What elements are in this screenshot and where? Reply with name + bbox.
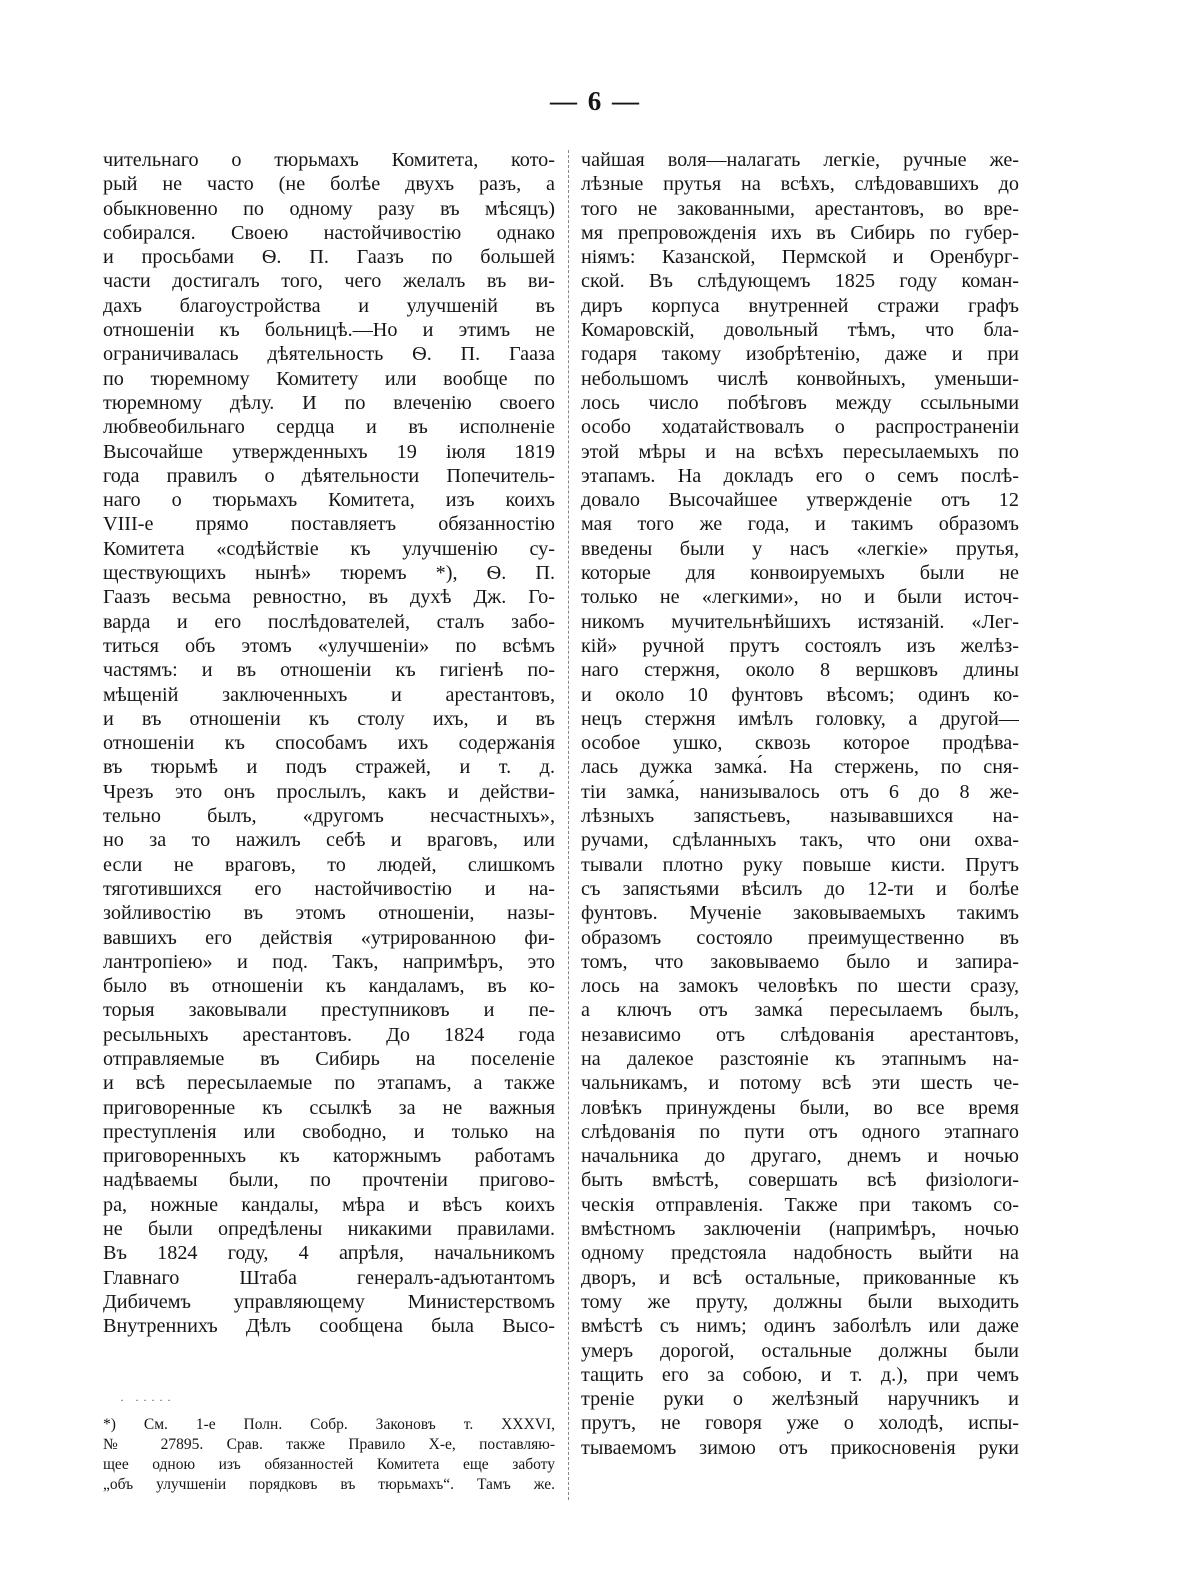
text-line: тюремному дѣлу. И по влеченію своего [103,391,555,414]
text-line: а ключъ отъ замка́ пересылаемъ былъ, [581,999,1019,1022]
left-text-column [103,148,555,1339]
text-line: щее одною изъ обязанностей Комитета еще заботу [103,1456,555,1473]
text-line: *) См. 1-е Полн. Собр. Законовъ т. XXXVI, [103,1416,555,1433]
text-line: дворъ, и всѣ остальные, прикованные къ [581,1266,1019,1289]
text-line: особое ушко, сквозь которое продѣва- [581,732,1019,755]
text-line: прутъ, не говоря уже о холодѣ, испы- [581,1412,1019,1435]
text-line: чайшая воля—налагать легкіе, ручные же- [581,149,1019,171]
text-line: вавшихъ его действія «утрированною фи- [103,926,555,949]
column-divider [568,150,570,1500]
text-line: независимо отъ слѣдованія арестантовъ, [581,1023,1019,1046]
text-line: вмѣстѣ съ нимъ; одинъ заболѣлъ или даже [581,1315,1019,1338]
text-line: тельно былъ, «другомъ несчастныхъ», [103,805,555,828]
text-line: и около 10 фунтовъ вѣсомъ; одинъ ко- [581,683,1019,706]
text-line: преступленія или свободно, и только на [103,1120,555,1143]
text-line: тывали плотно руку повыше кисти. Прутъ [581,853,1019,876]
text-line: мя препровожденія ихъ въ Сибирь по губер- [581,221,1019,244]
text-line: ручами, сдѣланныхъ такъ, что они охва- [581,829,1019,852]
text-line: лантропіею» и под. Такъ, напримѣръ, это [103,950,555,973]
text-line: слѣдованія по пути отъ одного этапнаго [581,1120,1019,1143]
text-line: Гаазъ весьма ревностно, въ духѣ Дж. Го- [103,586,555,609]
text-line: частямъ: и въ отношеніи къ гигіенѣ по- [103,659,555,682]
text-line: торыя заковывали преступниковъ и пе- [103,999,555,1022]
text-line: зойливостію въ этомъ отношеніи, назы- [103,902,555,925]
text-line: довало Высочайшее утвержденіе отъ 12 [581,489,1019,512]
text-line: ніямъ: Казанской, Пермской и Оренбург- [581,246,1019,269]
text-line: не были опредѣлены никакими правилами. [103,1218,555,1241]
text-line: ресыльныхъ арестантовъ. До 1824 года [103,1023,555,1046]
text-line: Дибичемъ управляющему Министерствомъ [103,1290,555,1313]
text-line: этой мѣры и на всѣхъ пересылаемыхъ по [581,440,1019,463]
text-line: Комаровскій, довольный тѣмъ, что бла- [581,319,1019,342]
text-line: введены были у насъ «легкіе» прутья, [581,537,1019,560]
text-line: VIII-е прямо поставляетъ обязанностію [103,513,555,536]
text-line: отношеніи къ больницѣ.—Но и этимъ не [103,319,555,342]
text-line: образомъ состояло преимущественно въ [581,926,1019,949]
text-line: части достигалъ того, чего желалъ въ ви- [103,270,555,293]
text-line: ской. Въ слѣдующемъ 1825 году коман- [581,270,1019,293]
text-line: было въ отношеніи къ кандаламъ, въ ко- [103,975,555,998]
text-line: тащить его за собою, и т. д.), при чемъ [581,1363,1019,1386]
text-line: тіи замка́, нанизывалось отъ 6 до 8 же- [581,780,1019,803]
text-line: умеръ дорогой, остальные должны были [581,1339,1019,1362]
text-line: въ тюрьмѣ и подъ стражей, и т. д. [103,756,555,779]
text-line: Въ 1824 году, 4 апрѣля, начальникомъ [103,1242,555,1265]
text-line: если не враговъ, то людей, слишкомъ [103,853,555,876]
text-line: только не «легкими», но и были источ- [581,586,1019,609]
text-line: ществующихъ нынѣ» тюремъ *), Ѳ. П. [103,562,555,585]
text-line: мѣщеній заключенныхъ и арестантовъ, [103,683,555,706]
text-line: этапамъ. На докладъ его о семъ послѣ- [581,464,1019,487]
text-line: приговоренныхъ къ каторжнымъ работамъ [103,1145,555,1168]
text-line: Высочайше утвержденныхъ 19 іюля 1819 [103,440,555,463]
text-line: надѣваемы были, по прочтеніи пригово- [103,1169,555,1192]
text-line: но за то нажилъ себѣ и враговъ, или [103,829,555,852]
text-line: тываемомъ зимою отъ прикосновенія руки [581,1436,1019,1459]
text-line: особо ходатайствовалъ о распространеніи [581,416,1019,439]
text-line: съ запястьями вѣсилъ до 12-ти и болѣе [581,877,1019,900]
text-line: небольшомъ числѣ конвойныхъ, уменьши- [581,367,1019,390]
text-line: „объ улучшеніи порядковъ въ тюрьмахъ“. Тамъ же. [103,1476,555,1493]
text-line: начальника до другаго, днемъ и ночью [581,1145,1019,1168]
footnote-separator: · ····· [120,1393,175,1407]
text-line: мая того же года, и такимъ образомъ [581,513,1019,536]
text-line: ловѣкъ принуждены были, во все время [581,1096,1019,1119]
text-line: лѣзные прутья на всѣхъ, слѣдовавшихъ до [581,173,1019,196]
text-line: Чрезъ это онъ прослылъ, какъ и действи- [103,780,555,803]
text-line: обыкновенно по одному разу въ мѣсяцъ) [103,197,555,220]
text-line: тому же пруту, должны были выходить [581,1290,1019,1313]
text-line: ра, ножные кандалы, мѣра и вѣсъ коихъ [103,1193,555,1216]
text-line: ограничивалась дѣятельность Ѳ. П. Гааза [103,343,555,366]
text-line: дахъ благоустройства и улучшеній въ [103,294,555,317]
text-line: отправляемые въ Сибирь на поселеніе [103,1047,555,1070]
footnote [103,1415,555,1495]
text-line: чительнаго о тюрьмахъ Комитета, кото- [103,149,555,171]
text-line: и въ отношеніи къ столу ихъ, и въ [103,707,555,730]
text-line: кій» ручной прутъ состоялъ изъ желѣз- [581,634,1019,657]
text-line: титься объ этомъ «улучшеніи» по всѣмъ [103,634,555,657]
text-line: приговоренные къ ссылкѣ за не важныя [103,1096,555,1119]
text-line: наго о тюрьмахъ Комитета, изъ коихъ [103,489,555,512]
text-line: которые для конвоируемыхъ были не [581,562,1019,585]
text-line: лось число побѣговъ между ссыльными [581,391,1019,414]
text-line: вмѣстномъ заключеніи (напримѣръ, ночью [581,1218,1019,1241]
text-line: чальникамъ, и потому всѣ эти шесть че- [581,1072,1019,1095]
text-line: ческія отправленія. Также при такомъ со- [581,1193,1019,1216]
right-text-column [581,148,1019,1460]
text-line: никомъ мучительнѣйшихъ истязаній. «Лег- [581,610,1019,633]
text-line: тяготившихся его настойчивостію и на- [103,877,555,900]
text-line: лась дужка замка́. На стержень, по сня- [581,756,1019,779]
text-line: на далекое разстояніе къ этапнымъ на- [581,1047,1019,1070]
text-line: томъ, что заковываемо было и запира- [581,950,1019,973]
text-line: № 27895. Срав. также Правило X-е, поставляю- [103,1436,555,1453]
text-line: любвеобильнаго сердца и въ исполненіе [103,416,555,439]
text-line: и всѣ пересылаемые по этапамъ, а также [103,1072,555,1095]
text-line: диръ корпуса внутренней стражи графъ [581,294,1019,317]
text-line: года правилъ о дѣятельности Попечитель- [103,464,555,487]
text-line: того не закованными, арестантовъ, во вре- [581,197,1019,220]
page-number: — 6 — [550,86,641,116]
text-line: фунтовъ. Мученіе заковываемыхъ такимъ [581,902,1019,925]
text-line: Главнаго Штаба генералъ-адъютантомъ [103,1266,555,1289]
text-line: Внутреннихъ Дѣлъ сообщена была Высо- [103,1315,555,1338]
text-line: рый не часто (не болѣе двухъ разъ, а [103,173,555,196]
text-line: по тюремному Комитету или вообще по [103,367,555,390]
text-line: Комитета «содѣйствіе къ улучшенію су- [103,537,555,560]
text-line: отношеніи къ способамъ ихъ содержанія [103,732,555,755]
text-line: и просьбами Ѳ. П. Гаазъ по большей [103,246,555,269]
text-line: собирался. Своею настойчивостію однако [103,221,555,244]
text-line: варда и его послѣдователей, сталъ забо- [103,610,555,633]
text-line: треніе руки о желѣзный наручникъ и [581,1388,1019,1411]
text-line: лѣзныхъ запястьевъ, называвшихся на- [581,805,1019,828]
text-line: нецъ стержня имѣлъ головку, а другой— [581,707,1019,730]
text-line: одному предстояла надобность выйти на [581,1242,1019,1265]
text-line: лось на замокъ человѣкъ по шести сразу, [581,975,1019,998]
text-line: быть вмѣстѣ, совершать всѣ физіологи- [581,1169,1019,1192]
text-line: наго стержня, около 8 вершковъ длины [581,659,1019,682]
text-line: годаря такому изобрѣтенію, даже и при [581,343,1019,366]
